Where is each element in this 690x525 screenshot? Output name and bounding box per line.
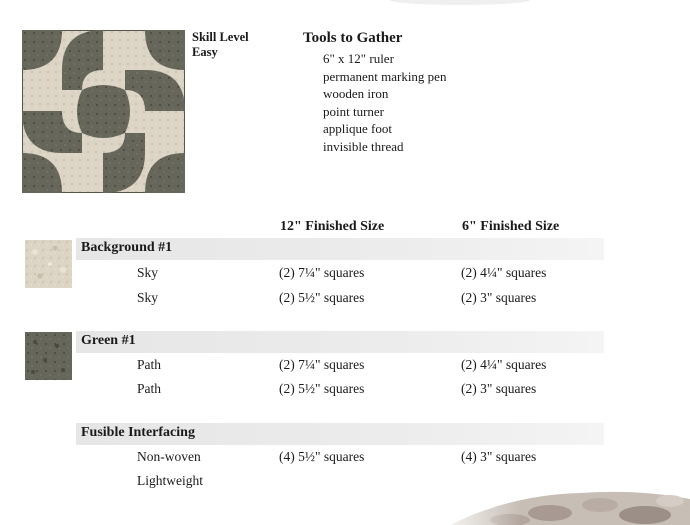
- tool-item: 6" x 12" ruler: [323, 51, 394, 66]
- fabric-swatch-background: [25, 240, 72, 288]
- section-label-interfacing: Fusible Interfacing: [81, 425, 195, 440]
- cell-6in: (2) 3" squares: [461, 290, 537, 305]
- cell-6in: (2) 3" squares: [461, 381, 537, 396]
- tool-item: permanent marking pen: [323, 68, 447, 84]
- skill-level-label: Skill Level: [192, 30, 249, 44]
- tools-title: Tools to Gather: [303, 30, 403, 46]
- row-label: Sky: [137, 265, 159, 280]
- row-label: Path: [137, 357, 162, 372]
- skill-level: [192, 30, 249, 60]
- cell-6in: (4) 3" squares: [461, 449, 537, 464]
- tool-item: invisible thread: [323, 138, 404, 154]
- tools-list: [323, 50, 446, 155]
- decorative-rocks-image: [430, 465, 690, 525]
- cell-12in: (2) 7¼" squares: [279, 265, 365, 280]
- cell-12in: (2) 5½" squares: [279, 381, 365, 396]
- tool-item: applique foot: [323, 121, 392, 136]
- cell-6in: (2) 4¼" squares: [461, 265, 547, 280]
- section-label-background: Background #1: [81, 240, 173, 255]
- column-header-6in: 6" Finished Size: [462, 219, 560, 234]
- cell-12in: (2) 5½" squares: [279, 290, 365, 305]
- skill-level-value: Easy: [192, 45, 218, 59]
- section-bar-green: [76, 331, 604, 353]
- row-label: Sky: [137, 290, 159, 305]
- fabric-swatch-green: [25, 332, 72, 380]
- tool-item: point turner: [323, 103, 385, 119]
- column-header-12in: 12" Finished Size: [280, 219, 385, 234]
- row-label: Path: [137, 381, 162, 396]
- quilt-block-image: [22, 30, 185, 193]
- cell-12in: (2) 7¼" squares: [279, 357, 365, 372]
- decorative-smudge: [380, 0, 540, 8]
- row-label: Non-woven: [137, 449, 201, 464]
- section-label-green: Green #1: [81, 333, 136, 348]
- cell-6in: (2) 4¼" squares: [461, 357, 547, 372]
- row-label: Lightweight: [137, 473, 203, 488]
- tool-item: wooden iron: [323, 86, 389, 101]
- cell-12in: (4) 5½" squares: [279, 449, 365, 464]
